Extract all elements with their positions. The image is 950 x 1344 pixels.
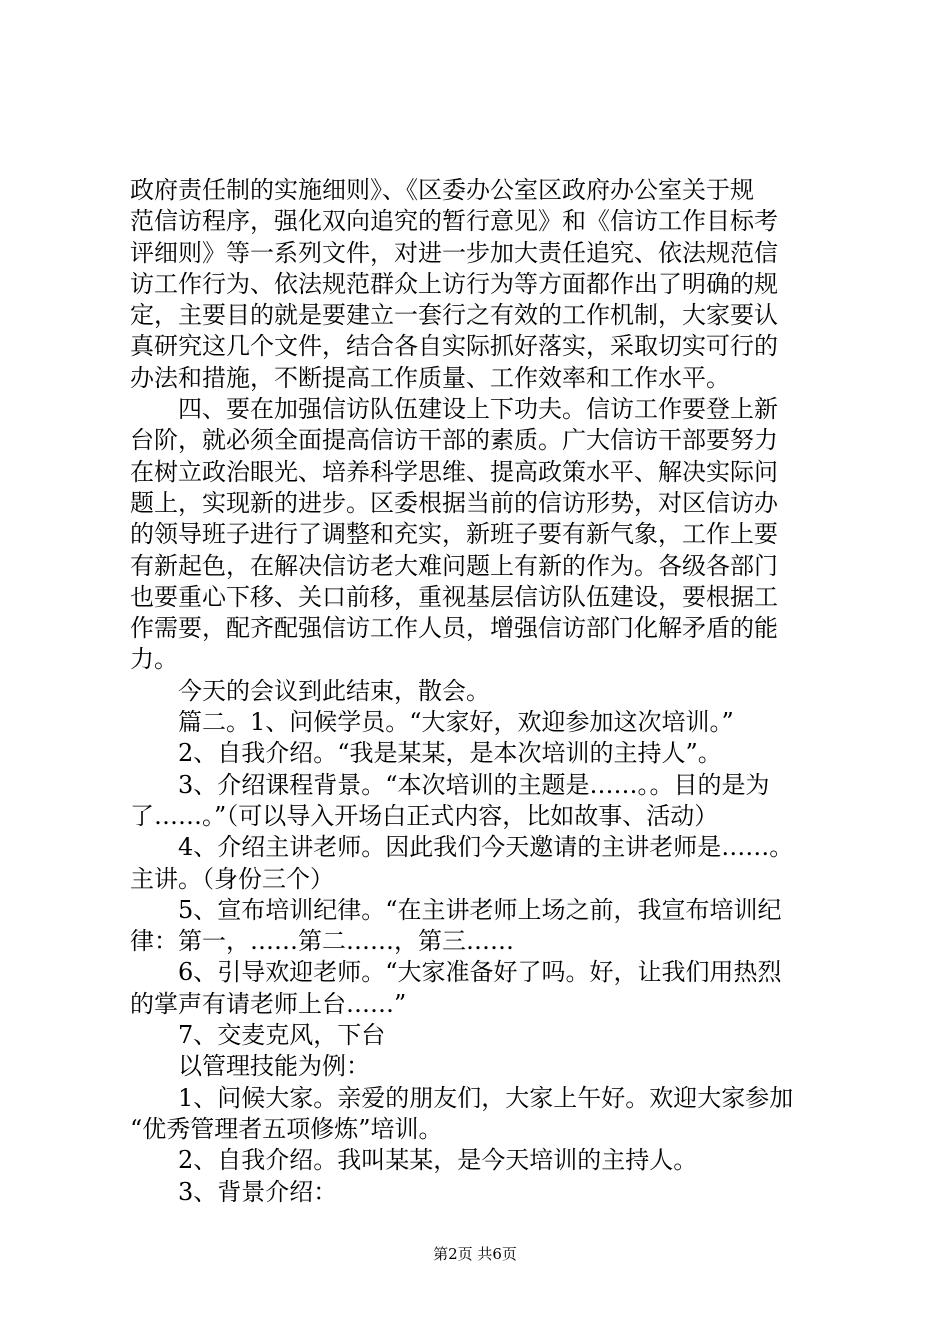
text-line: 3、背景介绍：: [130, 1177, 338, 1206]
text-line: 1、问候大家。亲爱的朋友们，大家上午好。欢迎大家参加: [130, 1083, 794, 1112]
text-line: 办法和措施，不断提高工作质量、工作效率和工作水平。: [130, 363, 730, 392]
document-body: [130, 175, 830, 1208]
page-number-footer: 第2页 共6页: [433, 1245, 517, 1263]
text-line: 访工作行为、依法规范群众上访行为等方面都作出了明确的规: [130, 269, 778, 298]
text-line: 以管理技能为例：: [130, 1052, 370, 1081]
text-line: 今天的会议到此结束，散会。: [130, 676, 490, 705]
text-line: 2、自我介绍。我叫某某，是今天培训的主持人。: [130, 1146, 698, 1175]
text-line: 在树立政治眼光、培养科学思维、提高政策水平、解决实际问: [130, 457, 778, 486]
text-line: 了……。”（可以导入开场白正式内容，比如故事、活动）: [130, 801, 719, 830]
text-line: 6、引导欢迎老师。“大家准备好了吗。好，让我们用热烈: [130, 958, 782, 987]
text-line: 3、介绍课程背景。“本次培训的主题是……。。目的是为: [130, 770, 770, 799]
text-line: 力。: [130, 645, 178, 674]
text-line: 4、介绍主讲老师。因此我们今天邀请的主讲老师是……。: [130, 833, 794, 862]
text-line: 2、自我介绍。“我是某某，是本次培训的主持人”。: [130, 739, 722, 768]
text-line: 台阶，就必须全面提高信访干部的素质。广大信访干部要努力: [130, 426, 778, 455]
text-line: 范信访程序，强化双向追究的暂行意见》和《信访工作目标考: [130, 207, 778, 236]
text-line: 有新起色，在解决信访老大难问题上有新的作为。各级各部门: [130, 551, 778, 580]
text-line: 作需要，配齐配强信访工作人员，增强信访部门化解矛盾的能: [130, 614, 778, 643]
text-line: 政府责任制的实施细则》、《区委办公室区政府办公室关于规: [130, 176, 754, 204]
text-line: 主讲。（身份三个）: [130, 864, 334, 893]
text-line: 篇二。1、问候学员。“大家好，欢迎参加这次培训。”: [130, 708, 734, 737]
text-line: 5、宣布培训纪律。“在主讲老师上场之前，我宣布培训纪: [130, 895, 782, 924]
text-line: “优秀管理者五项修炼”培训。: [130, 1114, 443, 1143]
text-line: 评细则》等一系列文件，对进一步加大责任追究、依法规范信: [130, 238, 778, 267]
text-line: 也要重心下移、关口前移，重视基层信访队伍建设，要根据工: [130, 582, 778, 611]
text-line: 的领导班子进行了调整和充实，新班子要有新气象，工作上要: [130, 520, 778, 549]
text-line: 真研究这几个文件，结合各自实际抓好落实，采取切实可行的: [130, 332, 778, 361]
text-line: 律：第一，……第二……，第三……: [130, 927, 514, 956]
text-line: 题上，实现新的进步。区委根据当前的信访形势，对区信访办: [130, 488, 778, 517]
text-line: 定，主要目的就是要建立一套行之有效的工作机制，大家要认: [130, 301, 778, 330]
text-line: 7、交麦克风，下台: [130, 1021, 386, 1050]
text-line: 的掌声有请老师上台……”: [130, 989, 407, 1018]
text-line: 四、要在加强信访队伍建设上下功夫。信访工作要登上新: [130, 395, 778, 424]
